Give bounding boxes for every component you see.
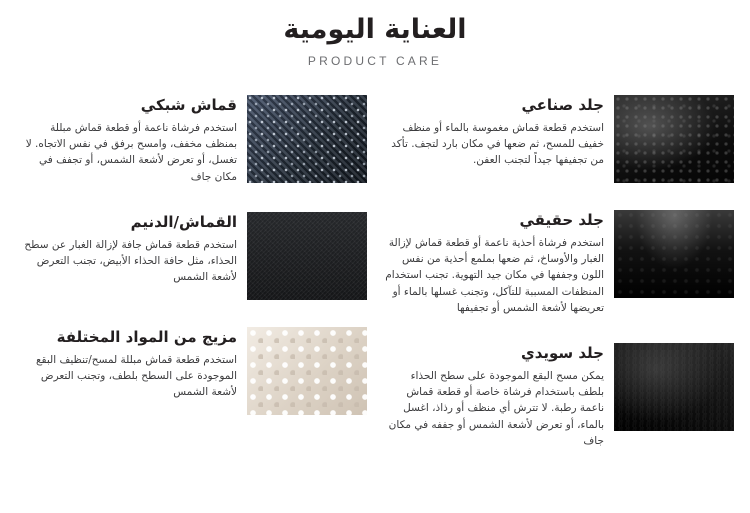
care-item-title: جلد صناعي bbox=[521, 96, 604, 114]
care-item-body: استخدم فرشاة ناعمة أو قطعة قماش مبللة بمنظف مخفف، وامسح برفق في نفس الاتجاه. لا تغسل، أو تعرض لأشعة الشمس، أو تجفف في مكان جاف bbox=[25, 121, 237, 183]
genuine-leather-swatch bbox=[614, 210, 734, 298]
care-grid bbox=[8, 95, 742, 476]
care-item-body: استخدم فرشاة أحذية ناعمة أو قطعة قماش لإزالة الغبار والأوساخ، ثم ضعها بملمع أحذية من نفس اللون وجففها في مكان جيد التهوية. تجنب استخدام المنظفات المسببة للتآكل، وتجنب غسلها بالماء أو تعريضها لأشعة الشمس أو تجفيفها bbox=[385, 236, 604, 314]
care-item-mesh-fabric bbox=[16, 95, 367, 185]
care-item-mixed-materials bbox=[16, 327, 367, 415]
care-item-genuine-leather bbox=[383, 210, 734, 316]
care-column-right bbox=[375, 95, 742, 476]
care-column-left bbox=[8, 95, 375, 476]
page-header bbox=[0, 0, 750, 68]
care-item-text bbox=[16, 95, 237, 185]
suede-swatch bbox=[614, 343, 734, 431]
care-item-body: يمكن مسح البقع الموجودة على سطح الحذاء بلطف باستخدام فرشاة خاصة أو قطعة قماش ناعمة رطبة. لا تترش أي منظف أو رذاذ، اغسل بالماء، أو تعرض لأشعة الشمس أو جففه في مكان جاف bbox=[388, 369, 604, 447]
synthetic-leather-swatch bbox=[614, 95, 734, 183]
care-item-text bbox=[383, 95, 604, 169]
care-item-text bbox=[16, 327, 237, 401]
mixed-materials-swatch bbox=[247, 327, 367, 415]
mesh-fabric-swatch bbox=[247, 95, 367, 183]
care-item-denim-fabric bbox=[16, 212, 367, 300]
care-item-title: القماش/الدنيم bbox=[130, 212, 237, 231]
care-item-body: استخدم قطعة قماش مبللة لمسح/تنظيف البقع الموجودة على السطح بلطف، وتجنب التعرض لأشعة الشمس bbox=[35, 353, 237, 399]
care-item-title: قماش شبكي bbox=[140, 96, 237, 114]
care-item-title: جلد سويدي bbox=[520, 344, 604, 363]
page-title-arabic: العناية اليومية bbox=[283, 14, 467, 45]
care-item-body: استخدم قطعة قماش جافة لإزالة الغبار عن سطح الحذاء، مثل حافة الحذاء الأبيض، تجنب التعرض لأشعة الشمس bbox=[24, 238, 237, 284]
care-item-text bbox=[383, 343, 604, 449]
denim-fabric-swatch bbox=[247, 212, 367, 300]
care-item-title: مزيج من المواد المختلفة bbox=[56, 327, 237, 346]
care-item-title: جلد حقيقي bbox=[519, 211, 604, 229]
care-item-text bbox=[16, 212, 237, 286]
care-item-synthetic-leather bbox=[383, 95, 734, 183]
care-item-body: استخدم قطعة قماش مغموسة بالماء أو منظف خفيف للمسح، ثم ضعها في مكان بارد لتجف. تأكد من تجفيفها جيداً لتجنب العفن. bbox=[391, 121, 604, 167]
care-item-suede bbox=[383, 343, 734, 449]
care-item-text bbox=[383, 210, 604, 316]
page-title-english: PRODUCT CARE bbox=[307, 54, 443, 69]
